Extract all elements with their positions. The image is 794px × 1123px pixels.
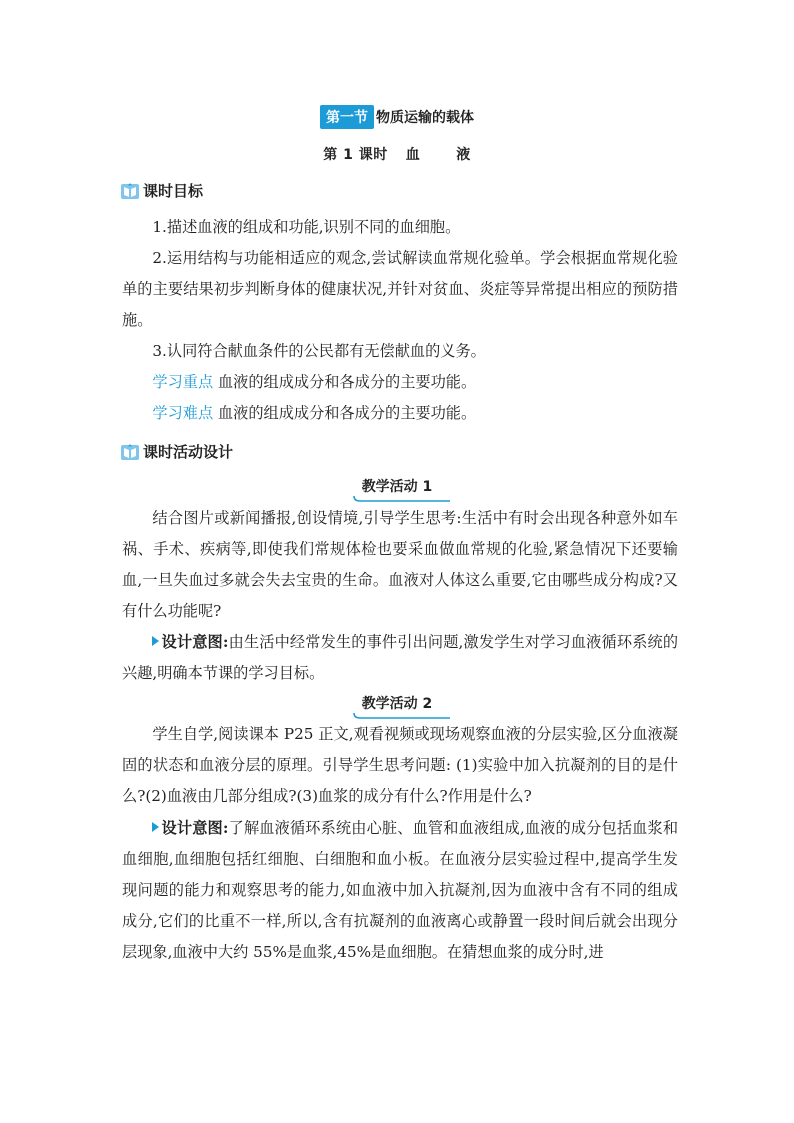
difficulty-label: 学习难点 bbox=[152, 404, 214, 422]
triangle-bullet-icon bbox=[152, 636, 159, 646]
section-badge: 第一节 bbox=[320, 105, 374, 129]
activity-1-title-text: 教学活动 1 bbox=[361, 479, 433, 495]
book-icon bbox=[120, 181, 140, 201]
design-heading bbox=[120, 441, 233, 462]
activity-1-intent-text: 由生活中经常发生的事件引出问题,激发学生对学习血液循环系统的兴趣,明确本节课的学习目标。 bbox=[122, 633, 679, 682]
activity-1-intent bbox=[122, 627, 678, 689]
book-icon bbox=[120, 442, 140, 462]
activity-2-text: 学生自学,阅读课本 P25 正文,观看视频或现场观察血液的分层实验,区分血液凝固的状态和血液分层的原理。引导学生思考问题: (1)实验中加入抗凝剂的目的是什么?(2)血液由几部分组成?(3)血浆的成分有什么?作用是什么? bbox=[122, 725, 678, 805]
activity-2-intent-text: 了解血液循环系统由心脏、血管和血液组成,血液的成分包括血浆和血细胞,血细胞包括红细胞、白细胞和血小板。在血液分层实验过程中,提高学生发现问题的能力和观察思考的能力,如血液中加入抗凝剂,因为血液中含有不同的组成成分,它们的比重不一样,所以,含有抗凝剂的血液离心或静置一段时间后就会出现分层现象,血液中大约 55%是血浆,45%是血细胞。在猜想血浆的成分时,进 bbox=[122, 819, 679, 961]
intent-label: 设计意图: bbox=[161, 819, 229, 837]
goals-heading-text: 课时目标 bbox=[143, 182, 204, 200]
goal-1: 1.描述血液的组成和功能,识别不同的血细胞。 bbox=[152, 218, 461, 236]
section-title-text: 物质运输的载体 bbox=[376, 110, 474, 126]
lesson-title-part1: 血 bbox=[405, 147, 421, 163]
difficulty-text: 血液的组成成分和各成分的主要功能。 bbox=[217, 404, 477, 422]
section-title bbox=[0, 105, 794, 129]
activity-1-text: 结合图片或新闻播报,创设情境,引导学生思考:生活中有时会出现各种意外如车祸、手术、疾病等,即使我们常规体检也要采血做血常规的化验,紧急情况下还要输血,一旦失血过多就会失去宝贵的生命。血液对人体这么重要,它由哪些成分构成?又有什么功能呢? bbox=[122, 509, 678, 620]
activity-2-title bbox=[0, 693, 794, 716]
activity-underline bbox=[352, 495, 452, 503]
key-point-label: 学习重点 bbox=[152, 373, 214, 391]
key-point bbox=[122, 367, 678, 398]
goal-2: 2.运用结构与功能相适应的观念,尝试解读血常规化验单。学会根据血常规化验单的主要结果初步判断身体的健康状况,并针对贫血、炎症等异常提出相应的预防措施。 bbox=[122, 249, 678, 329]
activity-1-title bbox=[0, 476, 794, 499]
goal-3: 3.认同符合献血条件的公民都有无偿献血的义务。 bbox=[152, 342, 486, 360]
lesson-title bbox=[0, 144, 794, 164]
design-heading-text: 课时活动设计 bbox=[143, 443, 234, 461]
goals-heading bbox=[120, 180, 203, 201]
activity-2-title-text: 教学活动 2 bbox=[361, 696, 433, 712]
difficulty-point bbox=[122, 398, 678, 429]
triangle-bullet-icon bbox=[152, 822, 159, 832]
lesson-title-part2: 液 bbox=[456, 147, 471, 163]
intent-label: 设计意图: bbox=[161, 633, 229, 651]
activity-2-intent bbox=[122, 813, 678, 968]
lesson-number: 第 1 课时 bbox=[323, 147, 388, 163]
key-point-text: 血液的组成成分和各成分的主要功能。 bbox=[217, 373, 477, 391]
